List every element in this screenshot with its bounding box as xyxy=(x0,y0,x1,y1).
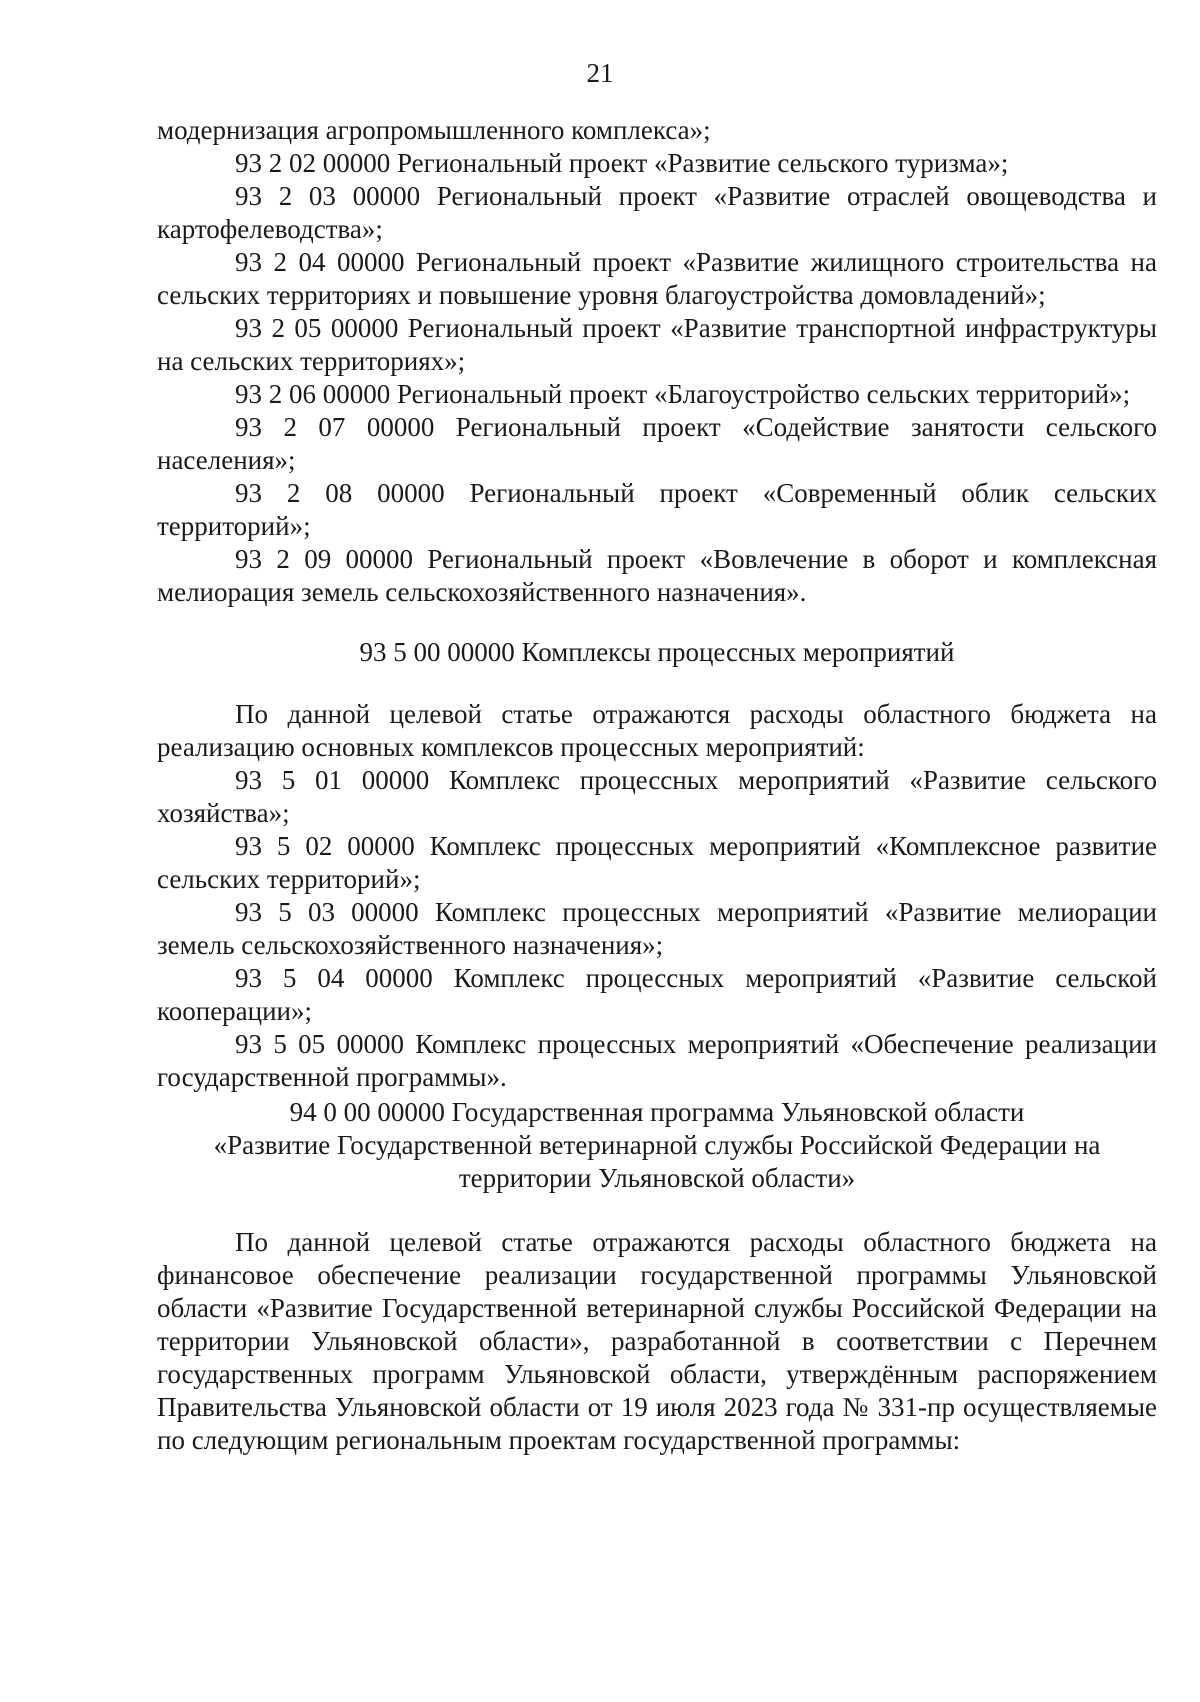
process-item: 93 5 05 00000 Комплекс процессных мероприятий «Обеспечение реализации государственной программы». xyxy=(157,1029,1157,1092)
process-item: 93 5 02 00000 Комплекс процессных мероприятий «Комплексное развитие сельских территорий»; xyxy=(157,831,1157,894)
program-heading xyxy=(157,1096,1157,1195)
project-item: 93 2 07 00000 Региональный проект «Содействие занятости сельского населения»; xyxy=(157,412,1157,475)
project-item: 93 2 03 00000 Региональный проект «Развитие отраслей овощеводства и картофелеводства»; xyxy=(157,181,1157,244)
project-list-section xyxy=(157,114,1157,609)
program-heading-line: «Развитие Государственной ветеринарной службы Российской Федерации на xyxy=(213,1130,1101,1160)
section-heading: 93 5 00 00000 Комплексы процессных мероприятий xyxy=(359,637,955,667)
process-complex-section xyxy=(157,698,1157,1094)
project-item: 93 2 09 00000 Региональный проект «Вовлечение в оборот и комплексная мелиорация земель сельскохозяйственного назначения». xyxy=(157,544,1157,607)
program-heading-line: 94 0 00 00000 Государственная программа Ульяновской области xyxy=(289,1097,1025,1127)
page-number: 21 xyxy=(586,58,614,88)
project-item: 93 2 06 00000 Региональный проект «Благоустройство сельских территорий»; xyxy=(235,379,1131,409)
program-heading-line: территории Ульяновской области» xyxy=(458,1163,856,1193)
section-intro: По данной целевой статье отражаются расходы областного бюджета на реализацию основных комплексов процессных мероприятий: xyxy=(157,699,1157,762)
process-item: 93 5 04 00000 Комплекс процессных мероприятий «Развитие сельской кооперации»; xyxy=(157,963,1157,1026)
project-item: 93 2 04 00000 Региональный проект «Развитие жилищного строительства на сельских территориях и повышение уровня благоустройства домовладений»; xyxy=(157,247,1157,310)
project-item: 93 2 05 00000 Региональный проект «Развитие транспортной инфраструктуры на сельских территориях»; xyxy=(157,313,1157,376)
program-description-section xyxy=(157,1226,1157,1457)
project-item: 93 2 08 00000 Региональный проект «Современный облик сельских территорий»; xyxy=(157,478,1157,541)
continuation-line: модернизация агропромышленного комплекса»; xyxy=(157,115,711,145)
section-heading-processes xyxy=(157,636,1157,669)
project-item: 93 2 02 00000 Региональный проект «Развитие сельского туризма»; xyxy=(235,148,1009,178)
process-item: 93 5 03 00000 Комплекс процессных мероприятий «Развитие мелиорации земель сельскохозяйственного назначения»; xyxy=(157,897,1157,960)
process-item: 93 5 01 00000 Комплекс процессных мероприятий «Развитие сельского хозяйства»; xyxy=(157,765,1157,828)
program-description: По данной целевой статье отражаются расходы областного бюджета на финансовое обеспечение реализации государственной программы Ульяновской области «Развитие Государственной ветеринарной службы Российской Федерации на территории Ульяновской области», разработанной в соответствии с Перечнем государственных программ Ульяновской области, утверждённым распоряжением Правительства Ульяновской области от 19 июля 2023 года № 331-пр осуществляемые по следующим региональным проектам государственной программы: xyxy=(157,1227,1157,1455)
